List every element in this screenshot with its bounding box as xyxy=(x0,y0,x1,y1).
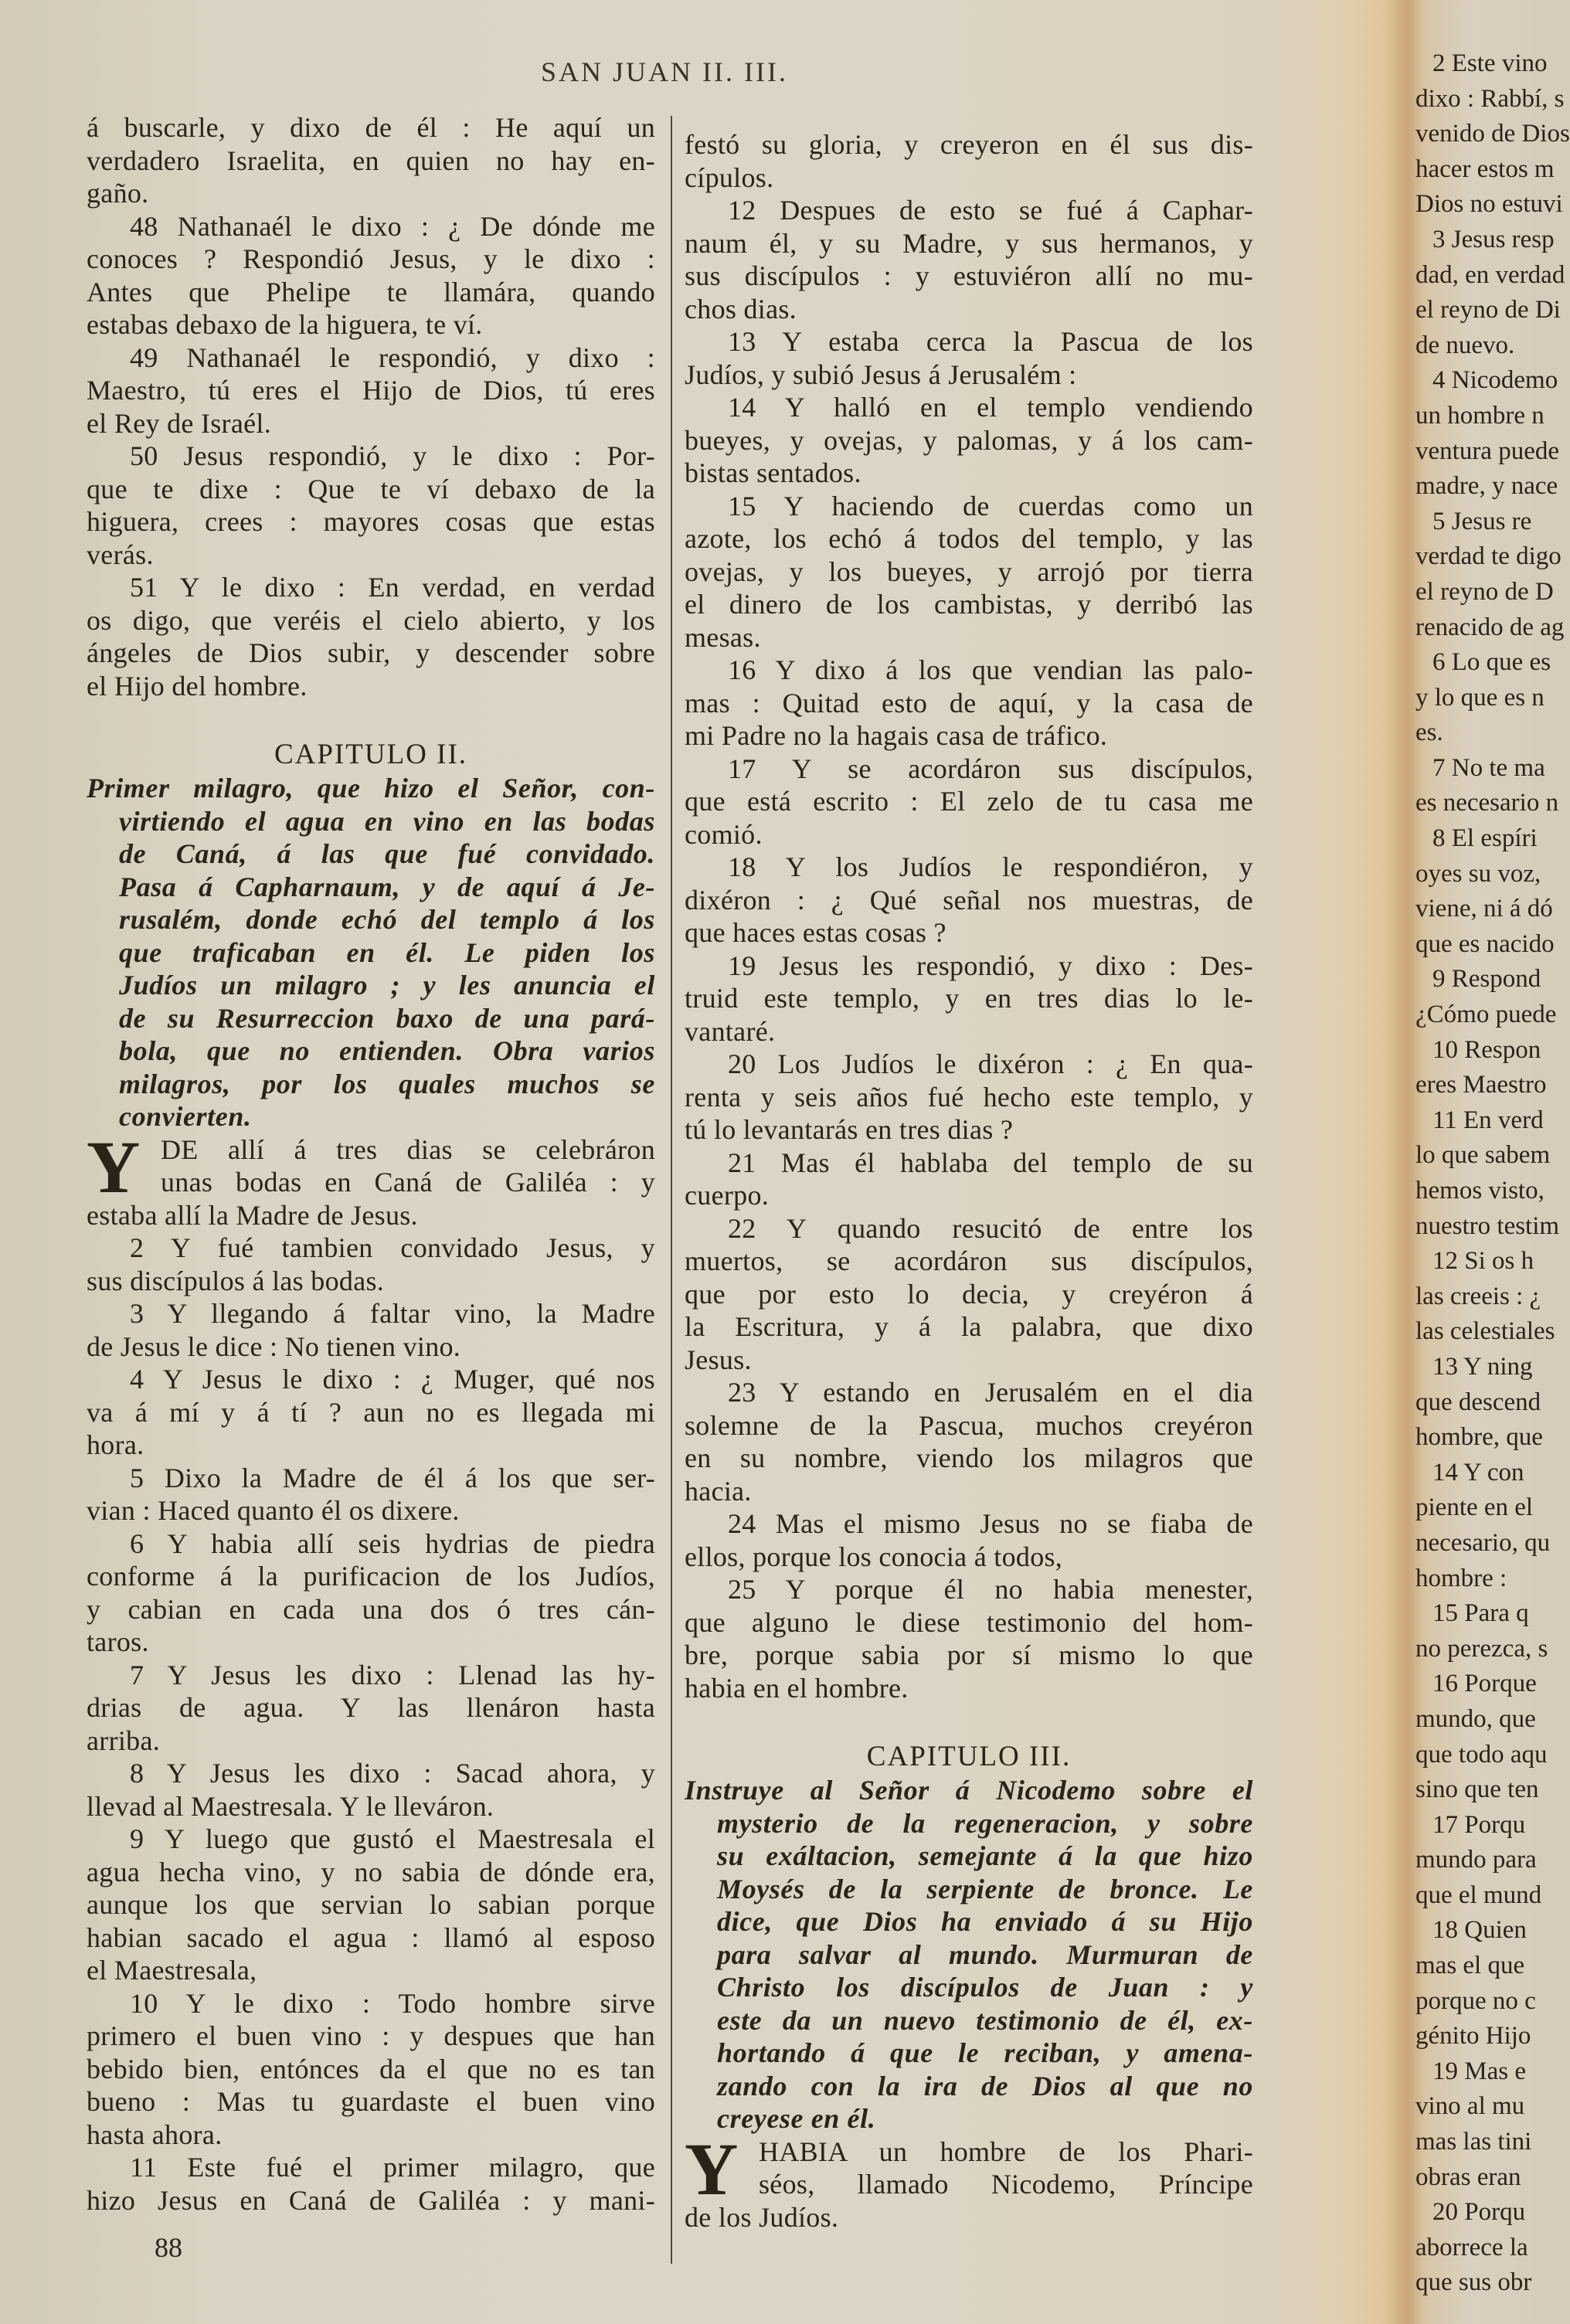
text-line: de Caná, á las que fué convidado. xyxy=(119,838,655,869)
text-line: convierten. xyxy=(119,1101,252,1132)
facing-page-line: 8 El espíri xyxy=(1432,824,1538,853)
text-line: Moysés de la serpiente de bronce. Le xyxy=(717,1873,1253,1904)
text-line: que alguno le diese testimonio del hom- xyxy=(685,1606,1253,1638)
text-line: que está escrito : El zelo de tu casa me xyxy=(685,786,1253,817)
text-line: Christo los discípulos de Juan : y xyxy=(717,1972,1253,2003)
text-line: sus discípulos á las bodas. xyxy=(87,1265,385,1296)
text-line: HABIA un hombre de los Phari- xyxy=(759,2135,1253,2167)
text-line: sus discípulos : y estuviéron allí no mu- xyxy=(685,260,1253,291)
verse xyxy=(685,753,1253,851)
text-line: aunque los que servian lo sabian porque xyxy=(87,1889,655,1920)
text-line: conforme á la purificacion de los Judíos, xyxy=(87,1561,655,1592)
facing-page-line: 6 Lo que es xyxy=(1432,648,1551,677)
left-column xyxy=(87,111,655,2217)
text-line: 25 Y porque él no habia menester, xyxy=(728,1574,1253,1605)
facing-page-line: que todo aqu xyxy=(1415,1740,1548,1768)
chapter-opening-verse xyxy=(87,1125,655,1232)
facing-page-line: dad, en verdad xyxy=(1415,260,1565,289)
chapter-opening-verse xyxy=(685,2127,1253,2234)
text-line: bebido bien, entónces da el que no es tan xyxy=(87,2053,655,2084)
text-line: bueno : Mas tu guardaste el buen vino xyxy=(87,2086,655,2117)
facing-page-line: nuestro testim xyxy=(1415,1211,1560,1240)
facing-page-line: venido de Dios xyxy=(1415,120,1570,148)
text-line: el Rey de Israél. xyxy=(87,407,271,439)
facing-page-line: mas las tini xyxy=(1415,2128,1532,2156)
text-line: drias de agua. Y las llenáron hasta xyxy=(87,1692,655,1723)
text-line: 51 Y le dixo : En verdad, en verdad xyxy=(130,572,655,603)
text-line: naum él, y su Madre, y sus hermanos, y xyxy=(685,227,1253,259)
verse xyxy=(685,1573,1253,1704)
text-line: mysterio de la regeneracion, y sobre xyxy=(717,1807,1253,1839)
facing-page-line: mundo para xyxy=(1415,1846,1537,1874)
text-line: llevad al Maestresala. Y le lleváron. xyxy=(87,1790,494,1822)
facing-page-line: renacido de ag xyxy=(1415,613,1565,641)
text-line: 22 Y quando resucitó de entre los xyxy=(728,1212,1253,1244)
verse xyxy=(87,1757,655,1823)
text-line: verás. xyxy=(87,539,154,570)
text-line: primero el buen vino : y despues que han xyxy=(87,2020,655,2051)
facing-page-line: 13 Y ning xyxy=(1432,1352,1533,1381)
verse xyxy=(685,1048,1253,1147)
text-line: cípulos. xyxy=(685,161,774,193)
text-line: de su Resurreccion baxo de una pará- xyxy=(119,1002,655,1034)
facing-page-line: mas el que xyxy=(1415,1952,1525,1980)
text-line: Primer milagro, que hizo el Señor, con- xyxy=(87,773,655,804)
verse xyxy=(685,325,1253,391)
facing-page-line: 12 Si os h xyxy=(1432,1247,1534,1276)
column-divider xyxy=(671,116,672,2264)
text-line: Judíos, y subió Jesus á Jerusalém : xyxy=(685,358,1077,390)
facing-page-line: que sus obr xyxy=(1415,2268,1532,2297)
text-line: dixéron : ¿ Qué señal nos muestras, de xyxy=(685,884,1253,916)
facing-page-line: 11 En verd xyxy=(1432,1106,1544,1134)
text-line: 17 Y se acordáron sus discípulos, xyxy=(728,753,1253,784)
text-line: solemne de la Pascua, muchos creyéron xyxy=(685,1409,1253,1441)
text-line: vian : Haced quanto él os dixere. xyxy=(87,1495,460,1526)
text-line: 9 Y luego que gustó el Maestresala el xyxy=(130,1823,655,1854)
text-line: comió. xyxy=(685,818,763,850)
text-line: Pasa á Capharnaum, y de aquí á Je- xyxy=(119,871,655,902)
text-line: va á mí y á tí ? aun no es llegada mi xyxy=(87,1396,655,1428)
text-line: que te dixe : Que te ví debaxo de la xyxy=(87,473,655,505)
text-line: 3 Y llegando á faltar vino, la Madre xyxy=(130,1298,655,1329)
verse xyxy=(87,1297,655,1363)
text-line: mas : Quitad esto de aquí, y la casa de xyxy=(685,687,1253,719)
running-title: SAN JUAN II. III. xyxy=(541,56,788,87)
verse xyxy=(685,950,1253,1048)
chapter-heading: CAPITULO III. xyxy=(866,1741,1072,1772)
verse xyxy=(685,1376,1253,1507)
text-line: el Maestresala, xyxy=(87,1955,257,1986)
facing-page-line: verdad te digo xyxy=(1415,542,1562,571)
facing-page-line: hombre, que xyxy=(1415,1423,1543,1452)
text-line: 23 Y estando en Jerusalém en el dia xyxy=(728,1377,1253,1408)
text-line: azote, los echó á todos del templo, y las xyxy=(685,523,1253,554)
facing-page-line: no perezca, s xyxy=(1415,1634,1548,1663)
verse-continuation xyxy=(87,111,655,210)
text-line: ángeles de Dios subir, y descender sobre xyxy=(87,637,655,668)
facing-page-line: obras eran xyxy=(1415,2163,1521,2191)
text-line: creyese en él. xyxy=(717,2103,876,2134)
text-line: gaño. xyxy=(87,178,149,209)
verse xyxy=(685,1147,1253,1212)
text-line: Antes que Phelipe te llamára, quando xyxy=(87,276,655,307)
chapter-summary xyxy=(685,1774,1253,2135)
facing-page-line: ¿Cómo puede xyxy=(1415,1001,1557,1029)
verse xyxy=(685,654,1253,753)
drop-cap-initial: Y xyxy=(87,1125,141,1208)
text-line: mesas. xyxy=(685,621,761,653)
facing-page-line: que descend xyxy=(1415,1388,1541,1416)
verse xyxy=(87,341,655,440)
text-line: os digo, que veréis el cielo abierto, y los xyxy=(87,604,655,636)
facing-page-line: 3 Jesus resp xyxy=(1432,225,1555,253)
text-line: 20 Los Judíos le dixéron : ¿ En qua- xyxy=(728,1048,1253,1079)
facing-page-line: lo que sabem xyxy=(1415,1141,1551,1170)
text-line: taros. xyxy=(87,1626,149,1657)
text-line: milagros, por los quales muchos se xyxy=(119,1068,655,1099)
verse xyxy=(87,440,655,571)
text-line: chos dias. xyxy=(685,293,797,324)
text-line: hizo Jesus en Caná de Galiléa : y mani- xyxy=(87,2184,655,2216)
facing-page xyxy=(1415,46,1570,2324)
facing-page-line: 16 Porque xyxy=(1432,1670,1537,1698)
facing-page-line: Dios no estuvi xyxy=(1415,190,1563,219)
text-line: en su nombre, viendo los milagros que xyxy=(685,1442,1253,1473)
text-line: y cabian en cada una dos ó tres cán- xyxy=(87,1593,655,1625)
facing-page-line: dixo : Rabbí, s xyxy=(1415,84,1565,113)
verse xyxy=(685,1212,1253,1377)
text-line: hacia. xyxy=(685,1475,752,1507)
text-line: 19 Jesus les respondió, y dixo : Des- xyxy=(728,950,1253,981)
verse xyxy=(87,1527,655,1659)
text-line: que traficaban en él. Le piden los xyxy=(119,936,655,968)
facing-page-line: es. xyxy=(1415,719,1443,747)
text-line: bueyes, y ovejas, y palomas, y á los cam- xyxy=(685,424,1253,456)
facing-page-line: génito Hijo xyxy=(1415,2022,1531,2050)
verse-continuation xyxy=(685,128,1253,194)
text-line: de Jesus le dice : No tienen vino. xyxy=(87,1330,461,1362)
text-line: conoces ? Respondió Jesus, y le dixo : xyxy=(87,243,655,274)
text-line: ovejas, y los bueyes, y arrojó por tierra xyxy=(685,556,1253,587)
text-line: vantaré. xyxy=(685,1015,776,1047)
text-line: 5 Dixo la Madre de él á los que ser- xyxy=(130,1462,655,1493)
text-line: 2 Y fué tambien convidado Jesus, y xyxy=(130,1232,655,1263)
facing-page-line: las celestiales xyxy=(1415,1317,1555,1346)
text-line: muertos, se acordáron sus discípulos, xyxy=(685,1245,1253,1276)
facing-page-line: 2 Este vino xyxy=(1432,49,1548,77)
facing-page-line: sino que ten xyxy=(1415,1775,1539,1804)
text-line: 6 Y habia allí seis hydrias de piedra xyxy=(130,1527,655,1559)
verse xyxy=(87,1987,655,2152)
verse xyxy=(87,1232,655,1297)
text-line: 16 Y dixo á los que vendian las palo- xyxy=(728,654,1253,685)
facing-page-line: las creeis : ¿ xyxy=(1415,1282,1541,1310)
text-line: 15 Y haciendo de cuerdas como un xyxy=(728,490,1253,522)
verse xyxy=(87,1462,655,1527)
page-number: 88 xyxy=(155,2232,182,2263)
text-line: para salvar al mundo. Murmuran de xyxy=(717,1938,1253,1970)
text-line: que haces estas cosas ? xyxy=(685,917,946,948)
facing-page-line: 5 Jesus re xyxy=(1432,507,1532,535)
facing-page-line: necesario, qu xyxy=(1415,1528,1551,1557)
chapter-summary xyxy=(87,772,655,1133)
text-line: ellos, porque los conocia á todos, xyxy=(685,1541,1063,1572)
text-line: 14 Y halló en el templo vendiendo xyxy=(728,392,1253,423)
text-line: el dinero de los cambistas, y derribó las xyxy=(685,589,1253,620)
text-line: truid este templo, y en tres dias lo le- xyxy=(685,983,1253,1014)
verse xyxy=(87,1823,655,1987)
facing-page-line: 4 Nicodemo xyxy=(1432,366,1558,395)
verse xyxy=(87,571,655,702)
text-line: 7 Y Jesus les dixo : Llenad las hy- xyxy=(130,1659,655,1690)
text-line: 4 Y Jesus le dixo : ¿ Muger, qué nos xyxy=(130,1364,655,1395)
text-line: agua hecha vino, y no sabia de dónde era, xyxy=(87,1856,655,1887)
text-line: mi Padre no la hagais casa de tráfico. xyxy=(685,720,1108,751)
verse xyxy=(685,1507,1253,1573)
facing-page-line: viene, ni á dó xyxy=(1415,895,1553,923)
facing-page-line: piente en el xyxy=(1415,1493,1534,1522)
text-line: festó su gloria, y creyeron en él sus dis- xyxy=(685,129,1253,160)
text-line: de los Judíos. xyxy=(685,2201,839,2233)
text-line: dice, que Dios ha enviado á su Hijo xyxy=(717,1906,1253,1937)
text-line: 48 Nathanaél le dixo : ¿ De dónde me xyxy=(130,210,655,242)
text-line: su exáltacion, semejante á la que hizo xyxy=(717,1840,1253,1871)
text-line: Judíos un milagro ; y les anuncia el xyxy=(119,970,655,1001)
text-line: habian sacado el agua : llamó al esposo xyxy=(87,1921,655,1953)
facing-page-line: mundo, que xyxy=(1415,1704,1536,1733)
facing-page-line: 17 Porqu xyxy=(1432,1810,1526,1839)
text-line: 50 Jesus respondió, y le dixo : Por- xyxy=(130,440,655,471)
verse xyxy=(87,2151,655,2217)
text-line: el Hijo del hombre. xyxy=(87,670,308,702)
verse xyxy=(685,851,1253,950)
facing-page-line: ventura puede xyxy=(1415,437,1559,465)
text-line: 11 Este fué el primer milagro, que xyxy=(130,2152,655,2183)
facing-page-line: porque no c xyxy=(1415,1986,1536,2015)
text-line: 24 Mas el mismo Jesus no se fiaba de xyxy=(728,1508,1253,1539)
verse xyxy=(685,391,1253,490)
text-line: bola, que no entienden. Obra varios xyxy=(119,1035,655,1066)
text-line: unas bodas en Caná de Galiléa : y xyxy=(161,1167,655,1198)
text-line: 49 Nathanaél le respondió, y dixo : xyxy=(130,341,655,373)
facing-page-line: el reyno de Di xyxy=(1415,296,1561,324)
facing-page-line: 7 No te ma xyxy=(1432,753,1545,782)
text-line: á buscarle, y dixo de él : He aquí un xyxy=(87,112,655,143)
verse xyxy=(87,210,655,341)
text-line: la Escritura, y á la palabra, que dixo xyxy=(685,1311,1253,1342)
facing-page-line: hacer estos m xyxy=(1415,155,1555,183)
text-line: hasta ahora. xyxy=(87,2118,223,2150)
facing-page-line: eres Maestro xyxy=(1415,1071,1547,1099)
facing-page-line: de nuevo. xyxy=(1415,331,1515,359)
text-line: que por esto lo decia, y creyéron á xyxy=(685,1278,1253,1310)
facing-page-line: 10 Respon xyxy=(1432,1035,1541,1064)
text-line: hortando á que le reciban, y amena- xyxy=(717,2037,1253,2068)
facing-page-line: 9 Respond xyxy=(1432,965,1541,994)
text-line: bre, porque sabia por sí mismo lo que xyxy=(685,1639,1253,1670)
facing-page-line: aborrece la xyxy=(1415,2233,1528,2261)
text-line: verdadero Israelita, en quien no hay en- xyxy=(87,144,655,176)
verse xyxy=(685,194,1253,325)
chapter-heading: CAPITULO II. xyxy=(274,739,468,770)
right-column xyxy=(685,128,1253,2234)
text-line: este da un nuevo testimonio de él, ex- xyxy=(717,2004,1253,2036)
verse xyxy=(87,1659,655,1758)
text-line: higuera, crees : mayores cosas que estas xyxy=(87,506,655,537)
verse xyxy=(87,1363,655,1462)
text-line: cuerpo. xyxy=(685,1180,770,1211)
text-line: DE allí á tres dias se celebráron xyxy=(161,1133,655,1165)
facing-page-line: el reyno de D xyxy=(1415,577,1554,606)
drop-cap-initial: Y xyxy=(685,2127,739,2210)
text-line: Maestro, tú eres el Hijo de Dios, tú eres xyxy=(87,375,655,406)
facing-page-line: 20 Porqu xyxy=(1432,2198,1526,2227)
text-line: Instruye al Señor á Nicodemo sobre el xyxy=(685,1775,1253,1806)
facing-page-line: oyes su voz, xyxy=(1415,859,1541,888)
text-line: Jesus. xyxy=(685,1344,752,1375)
text-line: bistas sentados. xyxy=(685,457,861,488)
facing-page-line: hemos visto, xyxy=(1415,1177,1545,1204)
facing-page-line: que el mund xyxy=(1415,1881,1542,1909)
facing-page-line: madre, y nace xyxy=(1415,472,1558,501)
text-line: estabas debaxo de la higuera, te ví. xyxy=(87,309,483,340)
facing-page-line: vino al mu xyxy=(1415,2092,1525,2121)
text-line: rusalém, donde echó del templo á los xyxy=(119,904,655,935)
text-line: 13 Y estaba cerca la Pascua de los xyxy=(728,326,1253,357)
text-line: 10 Y le dixo : Todo hombre sirve xyxy=(130,1987,655,2019)
text-line: renta y seis años fué hecho este templo, y xyxy=(685,1081,1253,1113)
text-line: tú lo levantarás en tres dias ? xyxy=(685,1114,1014,1145)
text-line: zando con la ira de Dios al que no xyxy=(717,2070,1253,2101)
facing-page-line: 18 Quien xyxy=(1432,1916,1527,1945)
text-line: virtiendo el agua en vino en las bodas xyxy=(119,805,655,837)
text-line: estaba allí la Madre de Jesus. xyxy=(87,1199,418,1231)
text-line: hora. xyxy=(87,1429,144,1460)
facing-page-line: 14 Y con xyxy=(1432,1458,1524,1486)
text-line: séos, llamado Nicodemo, Príncipe xyxy=(759,2169,1253,2200)
facing-page-line: 15 Para q xyxy=(1432,1599,1529,1628)
facing-page-line: es necesario n xyxy=(1415,789,1559,817)
text-line: habia en el hombre. xyxy=(685,1672,909,1704)
text-line: 12 Despues de esto se fué á Caphar- xyxy=(728,195,1253,226)
text-line: 18 Y los Judíos le respondiéron, y xyxy=(728,851,1253,882)
verse xyxy=(685,490,1253,654)
facing-page-line: 19 Mas e xyxy=(1432,2057,1526,2085)
facing-page-line: hombre : xyxy=(1415,1564,1507,1592)
text-line: arriba. xyxy=(87,1724,161,1756)
facing-page-line: un hombre n xyxy=(1415,401,1545,430)
facing-page-line: y lo que es n xyxy=(1415,683,1545,712)
text-line: 21 Mas él hablaba del templo de su xyxy=(728,1147,1253,1178)
text-line: 8 Y Jesus les dixo : Sacad ahora, y xyxy=(130,1758,655,1789)
facing-page-line: que es nacido xyxy=(1415,929,1555,958)
